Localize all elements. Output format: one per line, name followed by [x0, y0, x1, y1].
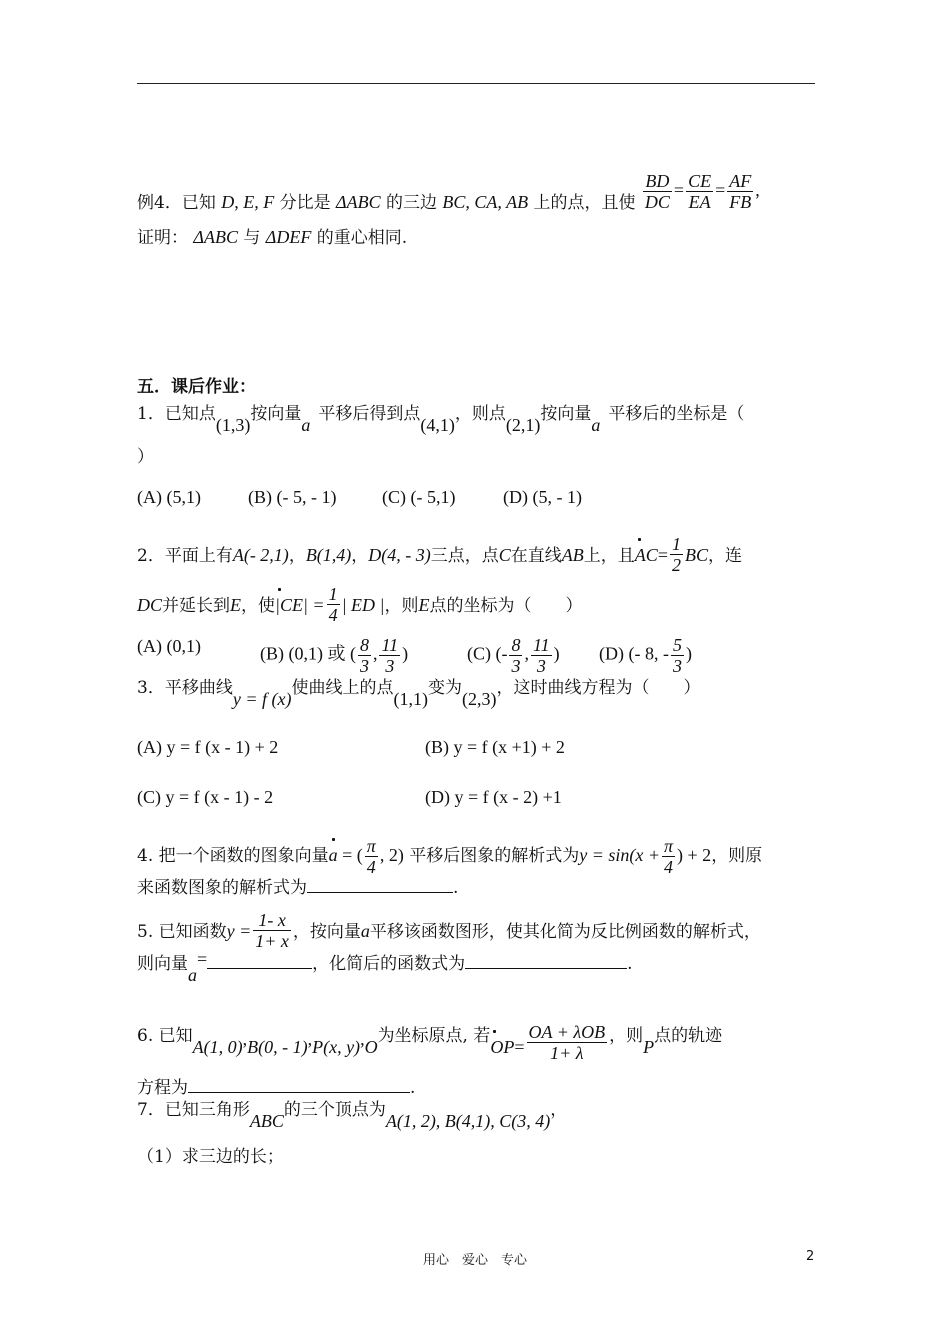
option-c: (C) (- 5,1) — [382, 487, 456, 507]
page-number: 2 — [806, 1249, 815, 1264]
question-2-line2: DC并延长到E，使|CE| = $\frac{1}{4}$ | ED |，则E点的坐标为（ ） — [137, 584, 583, 625]
footer-text: 用心 爱心 专心 — [422, 1253, 527, 1268]
math: ΔABC — [336, 192, 381, 212]
text: 上的点，且使 — [533, 193, 636, 213]
math: BC, CA, AB — [442, 192, 529, 212]
option-b: (B) (0,1) 或 ( $\frac{8}{3}$ , $\frac{11}{3}$ ) — [260, 635, 409, 676]
math: ΔABC — [193, 227, 238, 247]
question-6-line2: 方程为 . — [137, 1074, 415, 1099]
option-c: (C) y = f (x - 1) - 2 — [137, 787, 274, 807]
question-5-line1: 5. 已知函数y = $\frac{1- x}{1+ x}$ ，按向量a平移该函数图形，使其化简为反比例函数的解析式， — [137, 910, 761, 951]
header-rule — [137, 83, 815, 84]
example-4-line1: 例4．已知 D, E, F 分比是 ΔABC 的三边 BC, CA, AB 上的点，且使 $\frac{BD}{DC}$ = $\frac{CE}{EA}$ = $\frac{AF}{FB}$ , — [137, 171, 760, 213]
section-title: 五．课后作业： — [137, 377, 256, 397]
question-4-line2: 来函数图象的解析式为 . — [137, 874, 458, 899]
text: 与 — [243, 228, 261, 248]
answer-blank[interactable] — [465, 950, 627, 969]
text: 的重心相同. — [316, 228, 408, 248]
text: 证明： — [137, 228, 188, 248]
question-5-line2: 则向量a= ，化简后的函数式为 . — [137, 949, 633, 985]
option-a: (A) (0,1) — [137, 636, 201, 656]
option-d: (D) y = f (x - 2) +1 — [425, 787, 562, 807]
fraction: $\frac{AF}{FB}$ — [729, 171, 752, 212]
fraction: $\frac{CE}{EA}$ — [688, 171, 712, 212]
example-4-line2 — [137, 226, 407, 249]
math: D, E, F — [221, 192, 275, 212]
text: 的三边 — [386, 193, 438, 213]
option-b: (B) (- 5, - 1) — [248, 487, 337, 507]
question-4-line1: 4. 把一个函数的图象向量a = ( $\frac{\pi}{4}$ , 2) 平移后图象的解析式为y = sin(x + $\frac{\pi}{4}$ ) + 2，则原 — [137, 836, 763, 877]
question-1-close: ） — [137, 447, 154, 467]
option-d: (D) (- 8, - $\frac{5}{3}$ ) — [599, 635, 692, 676]
option-c: (C) (- $\frac{8}{3}$ , $\frac{11}{3}$ ) — [467, 635, 560, 676]
question-2-line1: 2．平面上有A(- 2,1)，B(1,4)，D(4, - 3)三点，点C在直线AB上，且AC= $\frac{1}{2}$ BC，连 — [137, 534, 742, 575]
question-6-line1: 6. 已知A(1, 0),B(0, - 1),P(x, y),O为坐标原点, 若OP= $\frac{\text{OA + λOB}}{1+ \lambda}$ ，则P点的轨迹 — [137, 1022, 723, 1063]
question-7: 7．已知三角形ABC的三个顶点为A(1, 2), B(4,1), C(3, 4)， — [137, 1100, 568, 1131]
answer-blank[interactable] — [307, 874, 453, 893]
text: 例4．已知 — [137, 193, 216, 213]
option-b: (B) y = f (x +1) + 2 — [425, 737, 565, 757]
question-1: 1．已知点(1,3)按向量a平移后得到点(4,1)，则点(2,1)按向量a平移后的坐标是（ — [137, 404, 745, 435]
option-d: (D) (5, - 1) — [503, 487, 582, 507]
question-7-sub1: （1）求三边的长； — [137, 1147, 284, 1167]
math: ΔDEF — [265, 227, 312, 247]
answer-blank[interactable] — [207, 950, 312, 969]
question-3: 3．平移曲线y = f (x)使曲线上的点(1,1)变为(2,3)，这时曲线方程为（ ） — [137, 678, 701, 709]
option-a: (A) y = f (x - 1) + 2 — [137, 737, 279, 757]
answer-blank[interactable] — [188, 1074, 410, 1093]
text: 分比是 — [279, 193, 331, 213]
option-a: (A) (5,1) — [137, 487, 201, 507]
fraction: $\frac{BD}{DC}$ — [644, 171, 670, 212]
